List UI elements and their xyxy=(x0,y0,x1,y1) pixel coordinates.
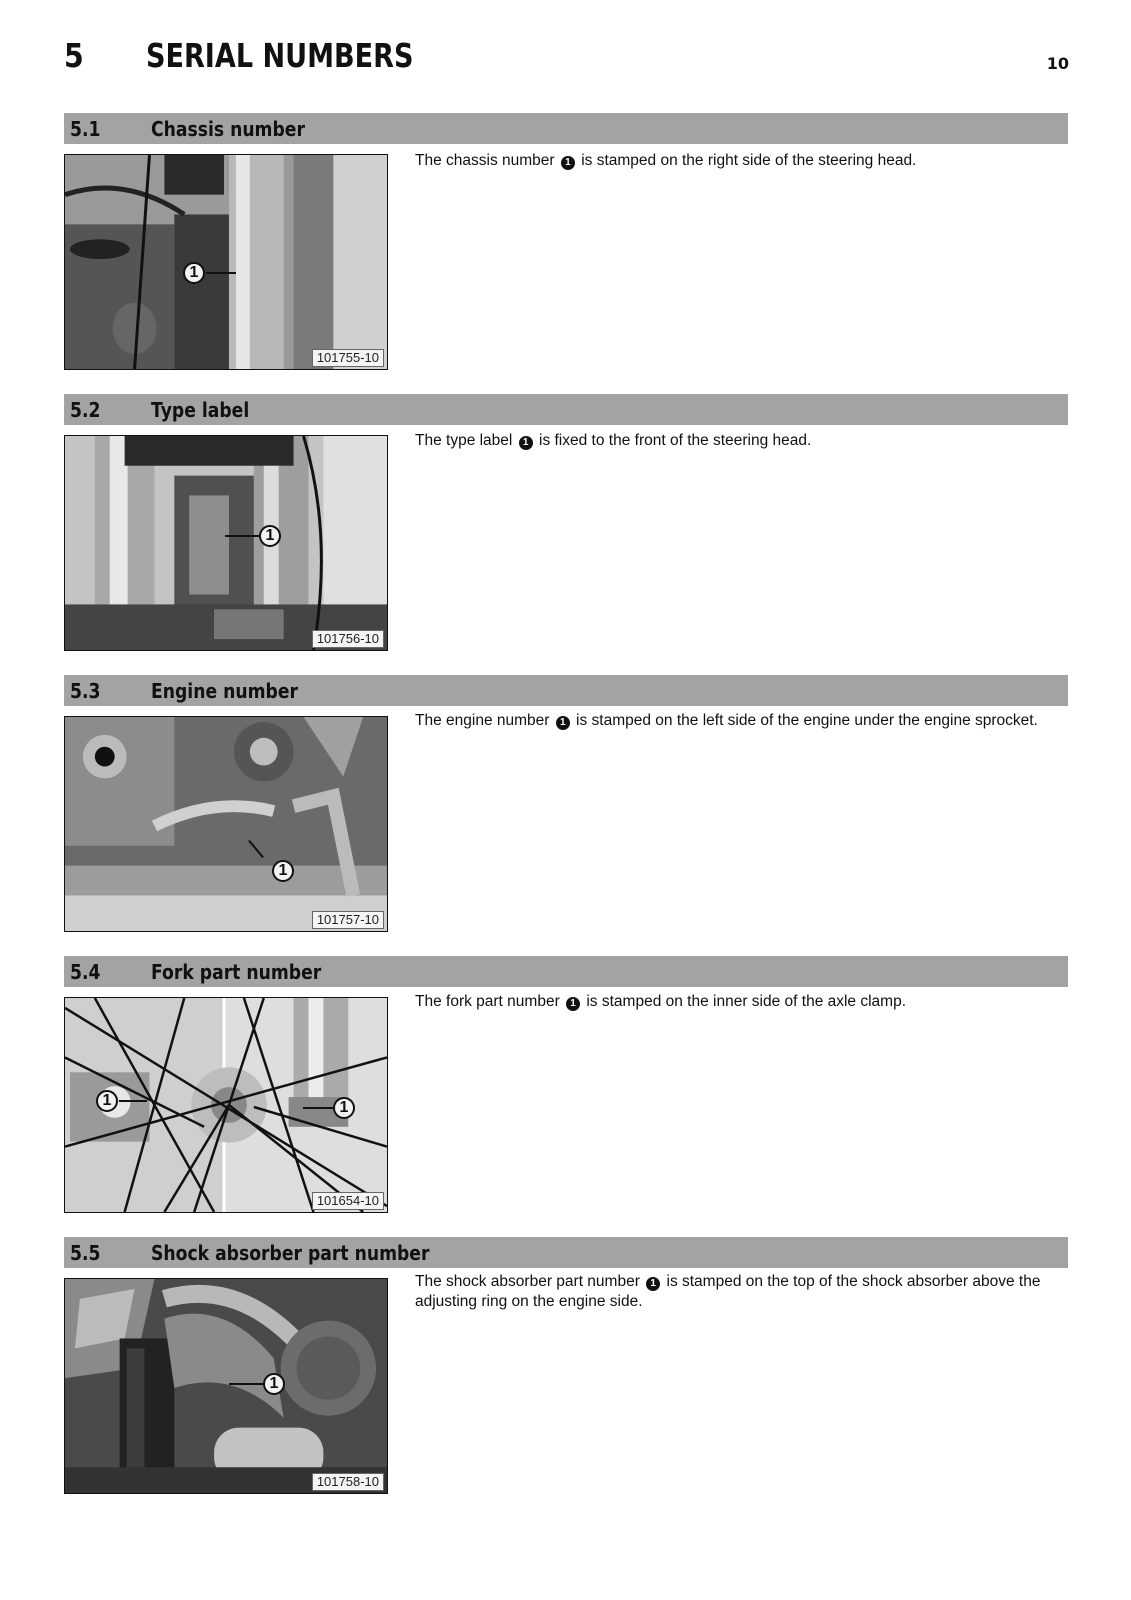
figure-code: 101756-10 xyxy=(312,630,384,648)
callout-1-marker: 1 xyxy=(96,1090,118,1112)
description-text-before: The fork part number xyxy=(415,993,560,1010)
figure-chassis-number-photo xyxy=(64,154,388,370)
description-text-after: is stamped on the top of the shock absorber above the adjusting ring on the engine side. xyxy=(415,1273,1041,1310)
description-text-before: The engine number xyxy=(415,712,550,729)
description-text-before: The chassis number xyxy=(415,152,555,169)
section-title: Type label xyxy=(151,398,250,422)
description-text-before: The shock absorber part number xyxy=(415,1273,640,1290)
figure-code: 101654-10 xyxy=(312,1192,384,1210)
callout-leader-line xyxy=(229,1383,263,1385)
figure-code: 101757-10 xyxy=(312,911,384,929)
section-title: Fork part number xyxy=(151,960,322,984)
figure-fork-part-number-photo xyxy=(64,997,388,1213)
section-number: 5.3 xyxy=(70,679,101,703)
description-text-after: is stamped on the inner side of the axle clamp. xyxy=(586,993,907,1010)
figure-code: 101755-10 xyxy=(312,349,384,367)
section-description xyxy=(415,431,1068,451)
section-title: Shock absorber part number xyxy=(151,1241,430,1265)
section-header-shock-absorber-part-number xyxy=(64,1237,1068,1268)
callout-1-marker: 1 xyxy=(566,997,580,1011)
callout-1-marker: 1 xyxy=(561,156,575,170)
figure-engine-number-photo xyxy=(64,716,388,932)
section-header-type-label xyxy=(64,394,1068,425)
page-number: 10 xyxy=(1046,54,1069,73)
callout-1-marker: 1 xyxy=(259,525,281,547)
engine-left-side-photo xyxy=(65,717,387,931)
shock-absorber-photo xyxy=(65,1279,387,1493)
description-text-after: is fixed to the front of the steering head. xyxy=(539,432,812,449)
section-description xyxy=(415,711,1068,731)
figure-code: 101758-10 xyxy=(312,1473,384,1491)
section-description xyxy=(415,151,1068,171)
callout-1-marker: 1 xyxy=(646,1277,660,1291)
chapter-title: SERIAL NUMBERS xyxy=(146,36,414,75)
steering-head-photo xyxy=(65,155,387,369)
callout-leader-line xyxy=(225,535,259,537)
figure-shock-absorber-photo xyxy=(64,1278,388,1494)
section-header-fork-part-number xyxy=(64,956,1068,987)
callout-leader-line xyxy=(303,1107,333,1109)
callout-leader-line xyxy=(206,272,236,274)
callout-1-marker: 1 xyxy=(519,436,533,450)
callout-1-marker: 1 xyxy=(263,1373,285,1395)
callout-1-marker: 1 xyxy=(183,262,205,284)
callout-1-marker: 1 xyxy=(272,860,294,882)
section-number: 5.4 xyxy=(70,960,101,984)
section-number: 5.5 xyxy=(70,1241,101,1265)
callout-leader-line xyxy=(119,1100,147,1102)
chapter-number: 5 xyxy=(64,36,84,75)
callout-1-marker: 1 xyxy=(333,1097,355,1119)
section-number: 5.2 xyxy=(70,398,101,422)
figure-type-label-photo xyxy=(64,435,388,651)
section-description xyxy=(415,1272,1068,1312)
callout-1-marker: 1 xyxy=(556,716,570,730)
description-text-before: The type label xyxy=(415,432,513,449)
section-description xyxy=(415,992,1068,1012)
description-text-after: is stamped on the right side of the steering head. xyxy=(581,152,917,169)
section-title: Engine number xyxy=(151,679,298,703)
section-header-engine-number xyxy=(64,675,1068,706)
section-title: Chassis number xyxy=(151,117,305,141)
section-header-chassis-number xyxy=(64,113,1068,144)
fork-front-photo xyxy=(65,436,387,650)
description-text-after: is stamped on the left side of the engine under the engine sprocket. xyxy=(576,712,1038,729)
section-number: 5.1 xyxy=(70,117,101,141)
